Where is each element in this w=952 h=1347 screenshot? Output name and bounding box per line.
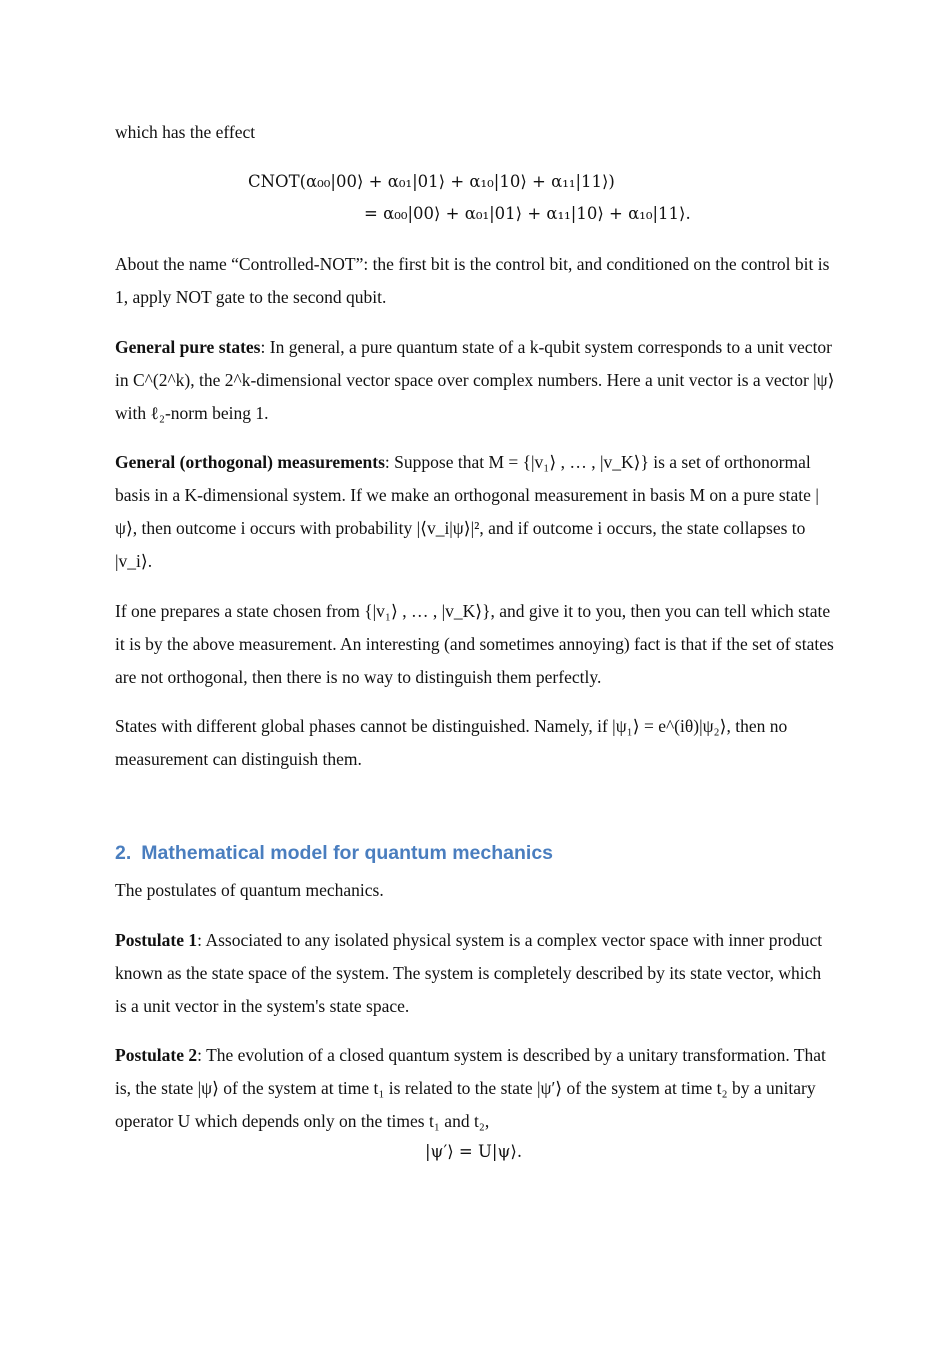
postulate-2-term: Postulate 2: [115, 1045, 198, 1065]
measurements-term: General (orthogonal) measurements: [115, 452, 385, 472]
pure-states-term: General pure states: [115, 337, 261, 357]
postulate-1-paragraph: Postulate 1: Associated to any isolated physical system is a complex vector space with inner product known as the state space of the system. The system is completely described by its state vector, which is a unit vector in the system's state space.: [115, 930, 823, 1016]
section-number: 2.: [115, 842, 132, 864]
prepare-state-paragraph: If one prepares a state chosen from {|v₁⟩ , … , |v_K⟩}, and give it to you, then you can tell which state it is by the above measurement. An interesting (and sometimes annoying) fact is that if the set of states are not orthogonal, then there is no way to distinguish them perfectly.: [115, 601, 834, 687]
intro-text: which has the effect: [115, 122, 256, 142]
postulates-intro: The postulates of quantum mechanics.: [115, 880, 384, 900]
measurements-paragraph: General (orthogonal) measurements: Suppose that M = {|v₁⟩ , … , |v_K⟩} is a set of orthonormal basis in a K-dimensional system. If we make an orthogonal measurement in basis M on a pure state |ψ⟩, then outcome i occurs with probability |⟨v_i|ψ⟩|², and if outcome i occurs, the state collapses to |v_i⟩.: [115, 452, 819, 571]
postulate-2-paragraph: Postulate 2: The evolution of a closed quantum system is described by a unitary transformation. That is, the state |ψ⟩ of the system at time t₁ is related to the state |ψ′⟩ of the system at time t₂ by a unitary operator U which depends only on the times t₁ and t₂,: [115, 1045, 826, 1131]
controlled-not-paragraph: About the name “Controlled-NOT”: the first bit is the control bit, and conditioned on the control bit is 1, apply NOT gate to the second qubit.: [115, 254, 830, 307]
unitary-equation: |ψ′⟩ = U|ψ⟩.: [425, 1142, 523, 1161]
postulate-1-text: Associated to any isolated physical system is a complex vector space with inner product known as the state space of the system. The system is completely described by its state vector, which is a unit vector in the system's state space.: [115, 930, 823, 1016]
global-phases-paragraph: States with different global phases cannot be distinguished. Namely, if |ψ₁⟩ = e^(iθ)|ψ₂⟩, then no measurement can distinguish them.: [115, 716, 788, 769]
section-title: Mathematical model for quantum mechanics: [141, 842, 554, 864]
measurements-text: Suppose that M = {|v₁⟩ , … , |v_K⟩} is a set of orthonormal basis in a K-dimensional system. If we make an orthogonal measurement in basis M on a pure state |ψ⟩, then outcome i occurs with probability |⟨v_i|ψ⟩|², and if outcome i occurs, the state collapses to |v_i⟩.: [115, 452, 819, 571]
section-heading: [115, 842, 553, 865]
pure-states-text: In general, a pure quantum state of a k-qubit system corresponds to a unit vector in C^(2^k), the 2^k-dimensional vector space over complex numbers. Here a unit vector is a vector |ψ⟩ with ℓ₂-norm being 1.: [115, 337, 835, 423]
postulate-1-term: Postulate 1: [115, 930, 198, 950]
pure-states-paragraph: General pure states: In general, a pure quantum state of a k-qubit system corresponds to a unit vector in C^(2^k), the 2^k-dimensional vector space over complex numbers. Here a unit vector is a vector |ψ⟩ with ℓ₂-norm being 1.: [115, 337, 835, 423]
cnot-equation-line-1: CNOT(α₀₀|00⟩ + α₀₁|01⟩ + α₁₀|10⟩ + α₁₁|11⟩): [248, 172, 615, 191]
cnot-equation-line-2: = α₀₀|00⟩ + α₀₁|01⟩ + α₁₁|10⟩ + α₁₀|11⟩.: [364, 204, 691, 223]
postulate-2-text: The evolution of a closed quantum system is described by a unitary transformation. That is, the state |ψ⟩ of the system at time t₁ is related to the state |ψ′⟩ of the system at time t₂ by a unitary operator U which depends only on the times t₁ and t₂,: [115, 1045, 826, 1131]
